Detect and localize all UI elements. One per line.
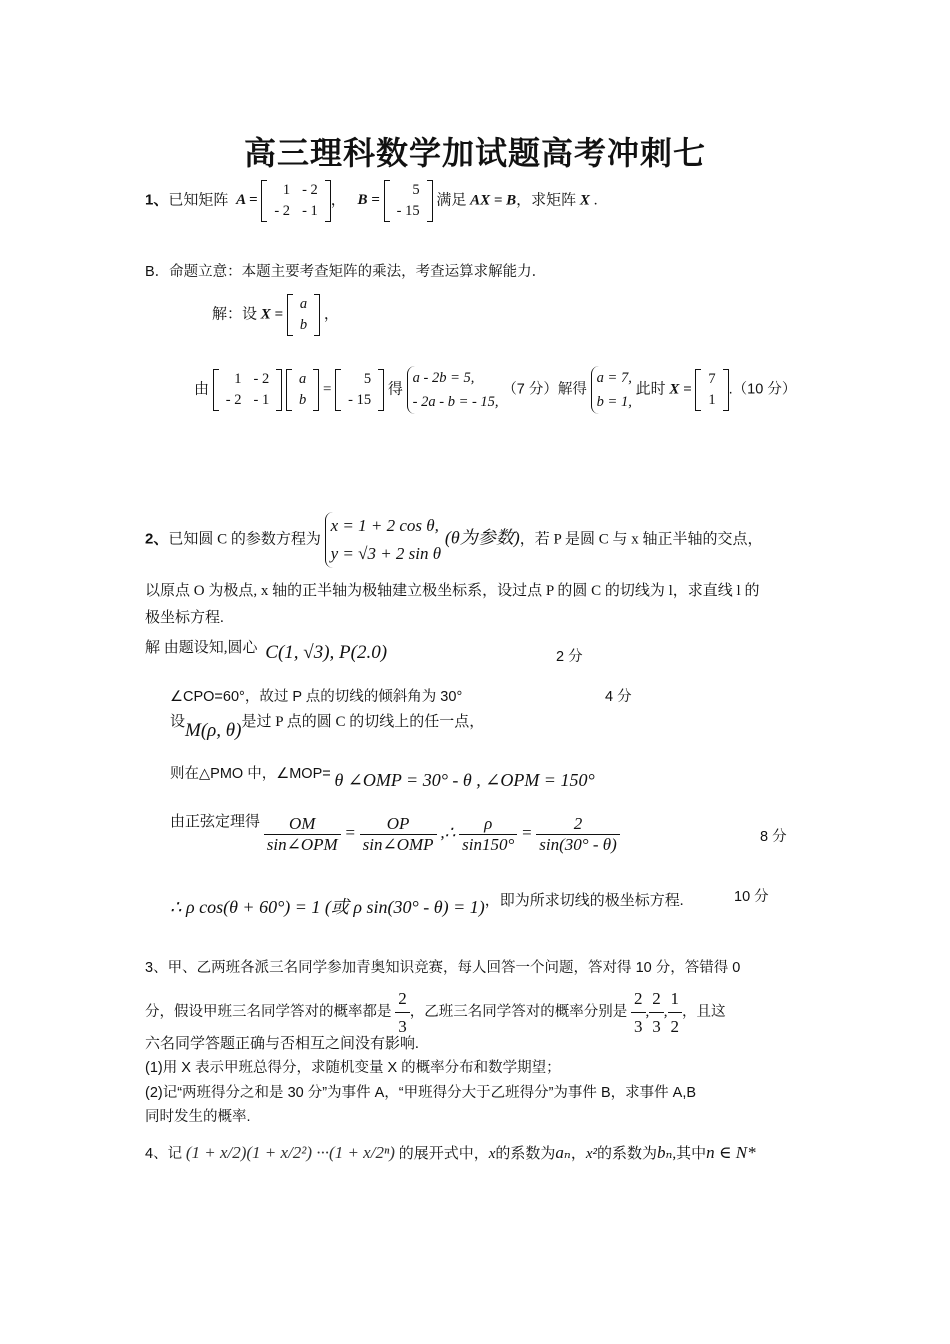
question-2: 2、已知圆 C 的参数方程为 x = 1 + 2 cos θ, y = √3 + 2 sin θ (θ为参数)，若 P 是圆 C 与 x 轴正半轴的交点，	[145, 512, 763, 568]
q3-line-5: (2)记“两班得分之和是 30 分”为事件 A，“甲班得分大于乙班得分”为事件 B，求事件 A,B	[145, 1085, 697, 1101]
q2-line-3: 极坐标方程.	[145, 610, 224, 626]
q2-score-10: 10 分	[734, 889, 769, 905]
matrix-x: a b	[287, 294, 320, 336]
q1-note: B．命题立意：本题主要考查矩阵的乘法，考查运算求解能力．	[145, 264, 547, 280]
q1-a-label: A =	[236, 192, 258, 209]
q2-sol-step-6: ∴ ρ cos(θ + 60°) = 1 (或 ρ sin(30° - θ) = 1)，即为所求切线的极坐标方程.	[170, 893, 684, 917]
matrix-m: 1 - 2 - 2 - 1	[213, 369, 282, 411]
q3-line-6: 同时发生的概率.	[145, 1109, 251, 1125]
q1-solution-setup: 解：设 X = a b ，	[212, 294, 339, 336]
q1-equation: AX = B	[470, 192, 517, 209]
q1-text: 已知矩阵	[168, 192, 229, 209]
prob-fraction-1: $\frac{2}{3}$	[395, 985, 410, 1040]
prob-fraction-4: $\frac{1}{2}$	[668, 985, 683, 1040]
q1-number: 1、	[145, 191, 169, 209]
equation-system: a - 2b = 5, - 2a - b = - 15,	[407, 366, 499, 414]
q2-score-8: 8 分	[760, 829, 787, 845]
matrix-result: 7 1	[695, 369, 728, 411]
matrix-r: 5 - 15	[335, 369, 384, 411]
solution-system: a = 7, b = 1,	[591, 366, 632, 414]
parametric-equations: x = 1 + 2 cos θ, y = √3 + 2 sin θ	[325, 512, 442, 568]
matrix-a: 1 - 2 - 2 - 1	[261, 180, 330, 222]
q2-sol-step-2: ∠CPO=60°，故过 P 点的切线的倾斜角为 30°	[170, 689, 463, 705]
fraction-rho: $\frac{\rho}{\sin 150^\circ}$	[459, 814, 517, 855]
fraction-op: $\frac{OP}{\text{sin∠OMP}}$	[360, 814, 437, 855]
question-4: 4、记 (1 + x/2)(1 + x/2²) ···(1 + x/2ⁿ) 的展开式中，x的系数为aₙ，x²的系数为bₙ,其中n ∈ N*	[145, 1143, 756, 1162]
q3-line-1: 3、甲、乙两班各派三名同学参加青奥知识竞赛，每人回答一个问题，答对得 10 分，答错得 0	[145, 960, 741, 976]
prob-fraction-2: $\frac{2}{3}$	[631, 985, 646, 1040]
q3-line-4: (1)用 X 表示甲班总得分，求随机变量 X 的概率分布和数学期望；	[145, 1060, 561, 1076]
fraction-om: $\frac{OM}{\text{sin∠OPM}}$	[264, 814, 341, 855]
q1-solution-work: 由 1 - 2 - 2 - 1 a b = 5 - 15 得 a - 2b = 5, - 2a - b = - 15, （7 分）解得 a = 7, b = 1, 此时 X = 7 1 .（10 分）	[194, 366, 796, 414]
q2-sol-step-4: 则在△PMO 中，∠MOP= θ ∠OMP = 30° - θ , ∠OPM = 150°	[170, 766, 595, 790]
q3-line-3: 六名同学答题正确与否相互之间没有影响.	[145, 1036, 419, 1052]
q2-sol-step-3: 设M(ρ, θ)是过 P 点的圆 C 的切线上的任一点，	[170, 714, 485, 741]
question-1: 1、已知矩阵 A = 1 - 2 - 2 - 1 ， B = 5 - 15 满足 AX = B，求矩阵 X .	[145, 180, 597, 222]
page-title: 高三理科数学加试题高考冲刺七	[243, 134, 706, 172]
q2-score-2: 2 分	[556, 649, 583, 665]
q2-sol-step-1: 解 由题设知,圆心 C(1, √3), P(2.0)	[145, 640, 388, 663]
matrix-b: 5 - 15	[384, 180, 433, 222]
matrix-ab: a b	[286, 369, 319, 411]
q2-sol-step-5: 由正弦定理得 $\frac{OM}{\text{sin∠OPM}}$ = $\frac{OP}{\text{sin∠OMP}}$ ,∴ $\frac{\rho}{\sin 150^\circ}$ = $\frac{2}{\sin(30^\circ - \theta)}$	[170, 814, 620, 855]
q1-b-label: B =	[357, 192, 380, 209]
q2-line-2: 以原点 O 为极点, x 轴的正半轴为极轴建立极坐标系，设过点 P 的圆 C 的切线为 l，求直线 l 的	[145, 583, 760, 599]
q3-line-2: 分，假设甲班三名同学答对的概率都是 $\frac{2}{3}$ ，乙班三名同学答对的概率分别是 $\frac{2}{3}$ , $\frac{2}{3}$ , $\frac{1}{2}$ ，且这	[145, 985, 726, 1040]
q2-score-4: 4 分	[605, 689, 632, 705]
prob-fraction-3: $\frac{2}{3}$	[649, 985, 664, 1040]
fraction-two: $\frac{2}{\sin(30^\circ - \theta)}$	[536, 814, 619, 855]
